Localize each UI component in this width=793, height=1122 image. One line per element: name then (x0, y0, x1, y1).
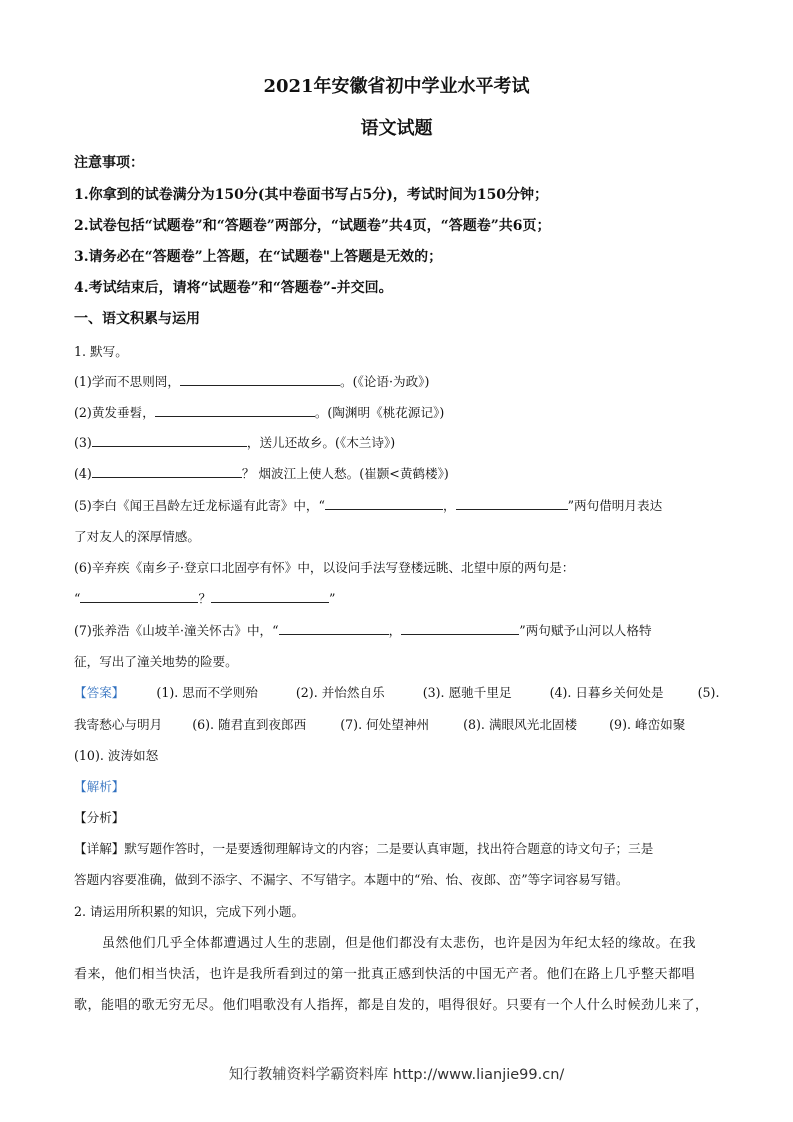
question-item-5-continued: 了对友人的深厚情感。 (74, 529, 200, 544)
answer-item: (3). 愿驰千里足 (422, 685, 512, 700)
question-item-7 (74, 620, 652, 639)
item-text: ”两句赋予山河以人格特 (519, 623, 652, 638)
item-text: (1)学而不思则罔， (74, 374, 180, 389)
answer-item: (6). 随君直到夜郎西 (192, 717, 307, 732)
item-text: (7)张养浩《山坡羊·潼关怀古》中，“ (74, 623, 279, 638)
item-text: (3) (74, 435, 92, 450)
question-item-1 (74, 371, 429, 390)
answer-row-1 (74, 682, 722, 701)
analysis-detail: 【详解】默写题作答时，一是要透彻理解诗文的内容；二是要认真审题，找出符合题意的诗文句子；三是 (74, 841, 654, 856)
answer-item: (8). 满眼风光北固楼 (463, 717, 578, 732)
question-item-7-continued: 征，写出了潼关地势的险要。 (74, 654, 238, 669)
page-subtitle: 语文试题 (360, 118, 433, 139)
answer-item: (5). (697, 685, 720, 700)
item-text: ？ (198, 591, 212, 606)
answer-row-2 (74, 714, 685, 733)
footer-watermark: 知行教辅资料学霸资料库 http://www.lianjie99.cn/ (228, 1067, 565, 1083)
analysis-tag: 【解析】 (74, 779, 125, 794)
notice-item: 2.试卷包括“试题卷”和“答题卷”两部分，“试题卷”共4页，“答题卷”共6页； (74, 218, 551, 234)
item-text: “ (74, 591, 81, 606)
item-text: (4) (74, 466, 92, 481)
question-item-6: (6)辛弃疾《南乡子·登京口北固亭有怀》中，以设问手法写登楼远眺、北望中原的两句是： (74, 560, 575, 575)
question-item-4 (74, 463, 449, 482)
answer-blank[interactable] (180, 372, 340, 386)
answer-blank[interactable] (80, 589, 198, 603)
item-text: 。(陶渊明《桃花源记》) (314, 405, 445, 420)
answer-tag: 【答案】 (74, 685, 125, 700)
item-text: (5)李白《闻王昌龄左迁龙标遥有此寄》中，“ (74, 498, 325, 513)
question-item-3 (74, 432, 395, 451)
page-title: 2021年安徽省初中学业水平考试 (263, 76, 530, 97)
analysis-detail: 答题内容要准确，做到不添字、不漏字、不写错字。本题中的“殆、怡、夜郎、峦”等字词容易写错。 (74, 872, 629, 887)
reading-paragraph: 虽然他们几乎全体都遭遇过人生的悲剧，但是他们都没有太悲伤，也许是因为年纪太轻的缘故。在我 (102, 936, 697, 951)
analysis-label: 【分析】 (74, 810, 125, 825)
section-heading: 一、语文积累与运用 (74, 311, 200, 327)
question-item-6-blanks (74, 588, 336, 607)
answer-blank[interactable] (155, 403, 315, 417)
reading-paragraph: 歌，能唱的歌无穷无尽。他们唱歌没有人指挥，都是自发的，唱得很好。只要有一个人什么时候劲儿来了， (74, 998, 709, 1013)
question-stem: 1. 默写。 (74, 344, 128, 359)
question-item-2 (74, 402, 444, 421)
item-text: 。(《论语·为政》) (340, 374, 430, 389)
answer-item: (7). 何处望神州 (340, 717, 430, 732)
item-text: ” (329, 591, 336, 606)
item-text: ？ 烟波江上使人愁。(崔颢<黄鹤楼》) (241, 466, 449, 481)
question-item-5 (74, 495, 662, 514)
answer-blank[interactable] (325, 496, 443, 510)
answer-item: 我寄愁心与明月 (74, 717, 163, 732)
notice-item: 3.请务必在“答题卷”上答题，在“试题卷"上答题是无效的； (74, 249, 443, 265)
item-text: (2)黄发垂髫， (74, 405, 155, 420)
answer-blank[interactable] (456, 496, 568, 510)
answer-item: (1). 思而不学则殆 (156, 685, 258, 700)
answer-item: (9). 峰峦如聚 (609, 717, 686, 732)
item-text: ， (442, 498, 456, 513)
answer-blank[interactable] (279, 621, 389, 635)
answer-blank[interactable] (211, 589, 329, 603)
notice-heading: 注意事项： (74, 155, 144, 171)
notice-item: 4.考试结束后，请将“试题卷”和“答题卷”-并交回。 (74, 280, 393, 296)
reading-paragraph: 看来，他们相当快活，也许是我所看到过的第一批真正感到快活的中国无产者。他们在路上几乎整天都唱 (74, 967, 696, 982)
answer-blank[interactable] (401, 621, 519, 635)
answer-row-3: (10). 波涛如怒 (74, 748, 159, 763)
notice-item: 1.你拿到的试卷满分为150分(其中卷面书写占5分)，考试时间为150分钟； (74, 187, 549, 203)
answer-item: (4). 日暮乡关何处是 (549, 685, 664, 700)
item-text: ，送儿还故乡。(《木兰诗》) (246, 435, 396, 450)
answer-blank[interactable] (92, 433, 247, 447)
question-stem: 2. 请运用所积累的知识，完成下列小题。 (74, 904, 305, 919)
answer-item: (2). 并怡然自乐 (295, 685, 385, 700)
answer-blank[interactable] (92, 464, 242, 478)
item-text: ”两句借明月表达 (567, 498, 663, 513)
item-text: ， (388, 623, 402, 638)
